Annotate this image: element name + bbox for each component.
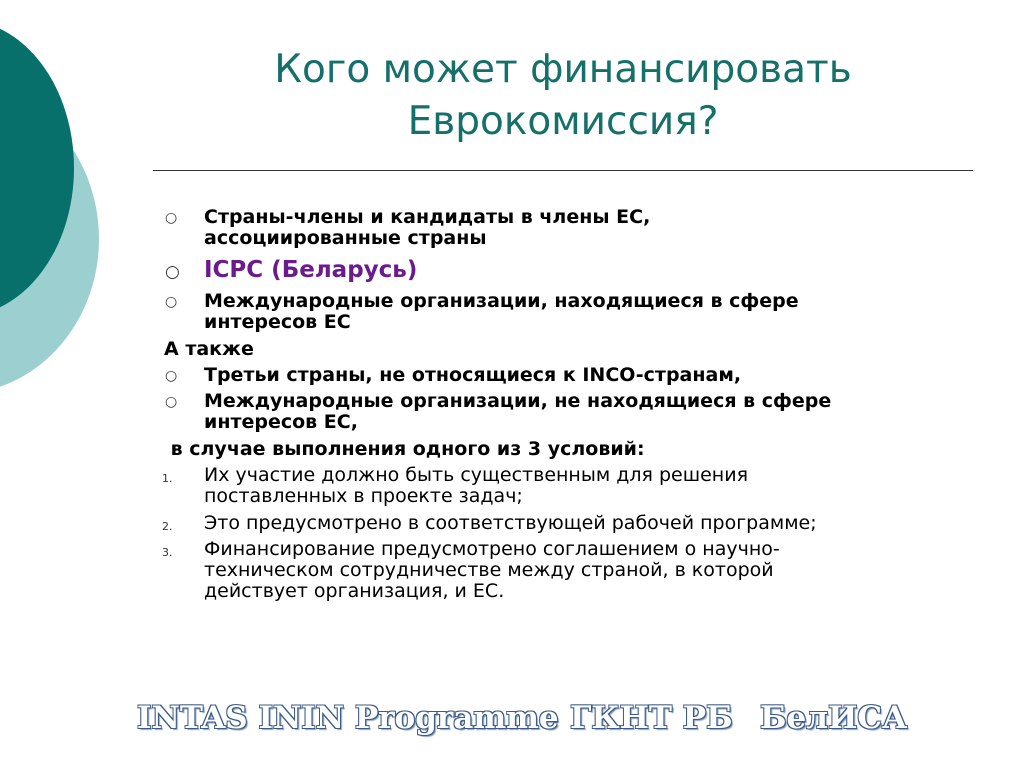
number-marker: 3. bbox=[162, 546, 173, 559]
footer-gknt: ГКНТ РБ bbox=[570, 700, 733, 736]
footer bbox=[0, 700, 1024, 750]
numbered-item bbox=[160, 539, 990, 605]
item-text: Третьи страны, не относящиеся к INCO-странам, bbox=[204, 364, 742, 386]
list-item bbox=[160, 207, 990, 255]
item-text: Международные организации, находящиеся в сфере интересов ЕС bbox=[204, 290, 799, 333]
title-divider bbox=[153, 170, 973, 171]
numbered-item bbox=[160, 465, 990, 513]
numbered-item bbox=[160, 513, 990, 539]
bullet-circle-icon: ○ bbox=[165, 394, 178, 410]
bullet-circle-icon: ○ bbox=[165, 210, 178, 226]
list-item bbox=[160, 291, 990, 339]
footer-belisa: БелИСА bbox=[760, 700, 908, 736]
footer-programme: INTAS ININ Programme bbox=[137, 700, 559, 736]
conditions-heading: в случае выполнения одного из 3 условий: bbox=[164, 438, 645, 460]
item-text: Их участие должно быть существенным для решения поставленных в проекте задач; bbox=[204, 464, 749, 507]
slide-title bbox=[150, 44, 976, 148]
also-heading: А также bbox=[164, 338, 254, 360]
item-text: Международные организации, не находящиеся в сфере интересов ЕС, bbox=[204, 390, 832, 433]
slide-content bbox=[160, 207, 990, 605]
list-item bbox=[160, 365, 990, 391]
list-item bbox=[160, 391, 990, 439]
title-line-2: Еврокомиссия? bbox=[407, 99, 719, 144]
item-text: Финансирование предусмотрено соглашением о научно- техническом сотрудничестве между страной, в которой действует организация, и ЕС. bbox=[204, 538, 780, 602]
list-item bbox=[160, 257, 990, 291]
title-line-1: Кого может финансировать bbox=[274, 47, 852, 92]
bullet-circle-icon: ○ bbox=[165, 262, 180, 282]
item-text: Это предусмотрено в соответствующей рабочей программе; bbox=[204, 512, 817, 534]
bullet-circle-icon: ○ bbox=[165, 294, 178, 310]
item-text-icpc: ICPC (Беларусь) bbox=[204, 257, 418, 283]
item-text: Страны-члены и кандидаты в члены ЕС, ассоциированные страны bbox=[204, 206, 651, 249]
bullet-circle-icon: ○ bbox=[165, 368, 178, 384]
number-marker: 1. bbox=[162, 472, 173, 485]
number-marker: 2. bbox=[162, 520, 173, 533]
